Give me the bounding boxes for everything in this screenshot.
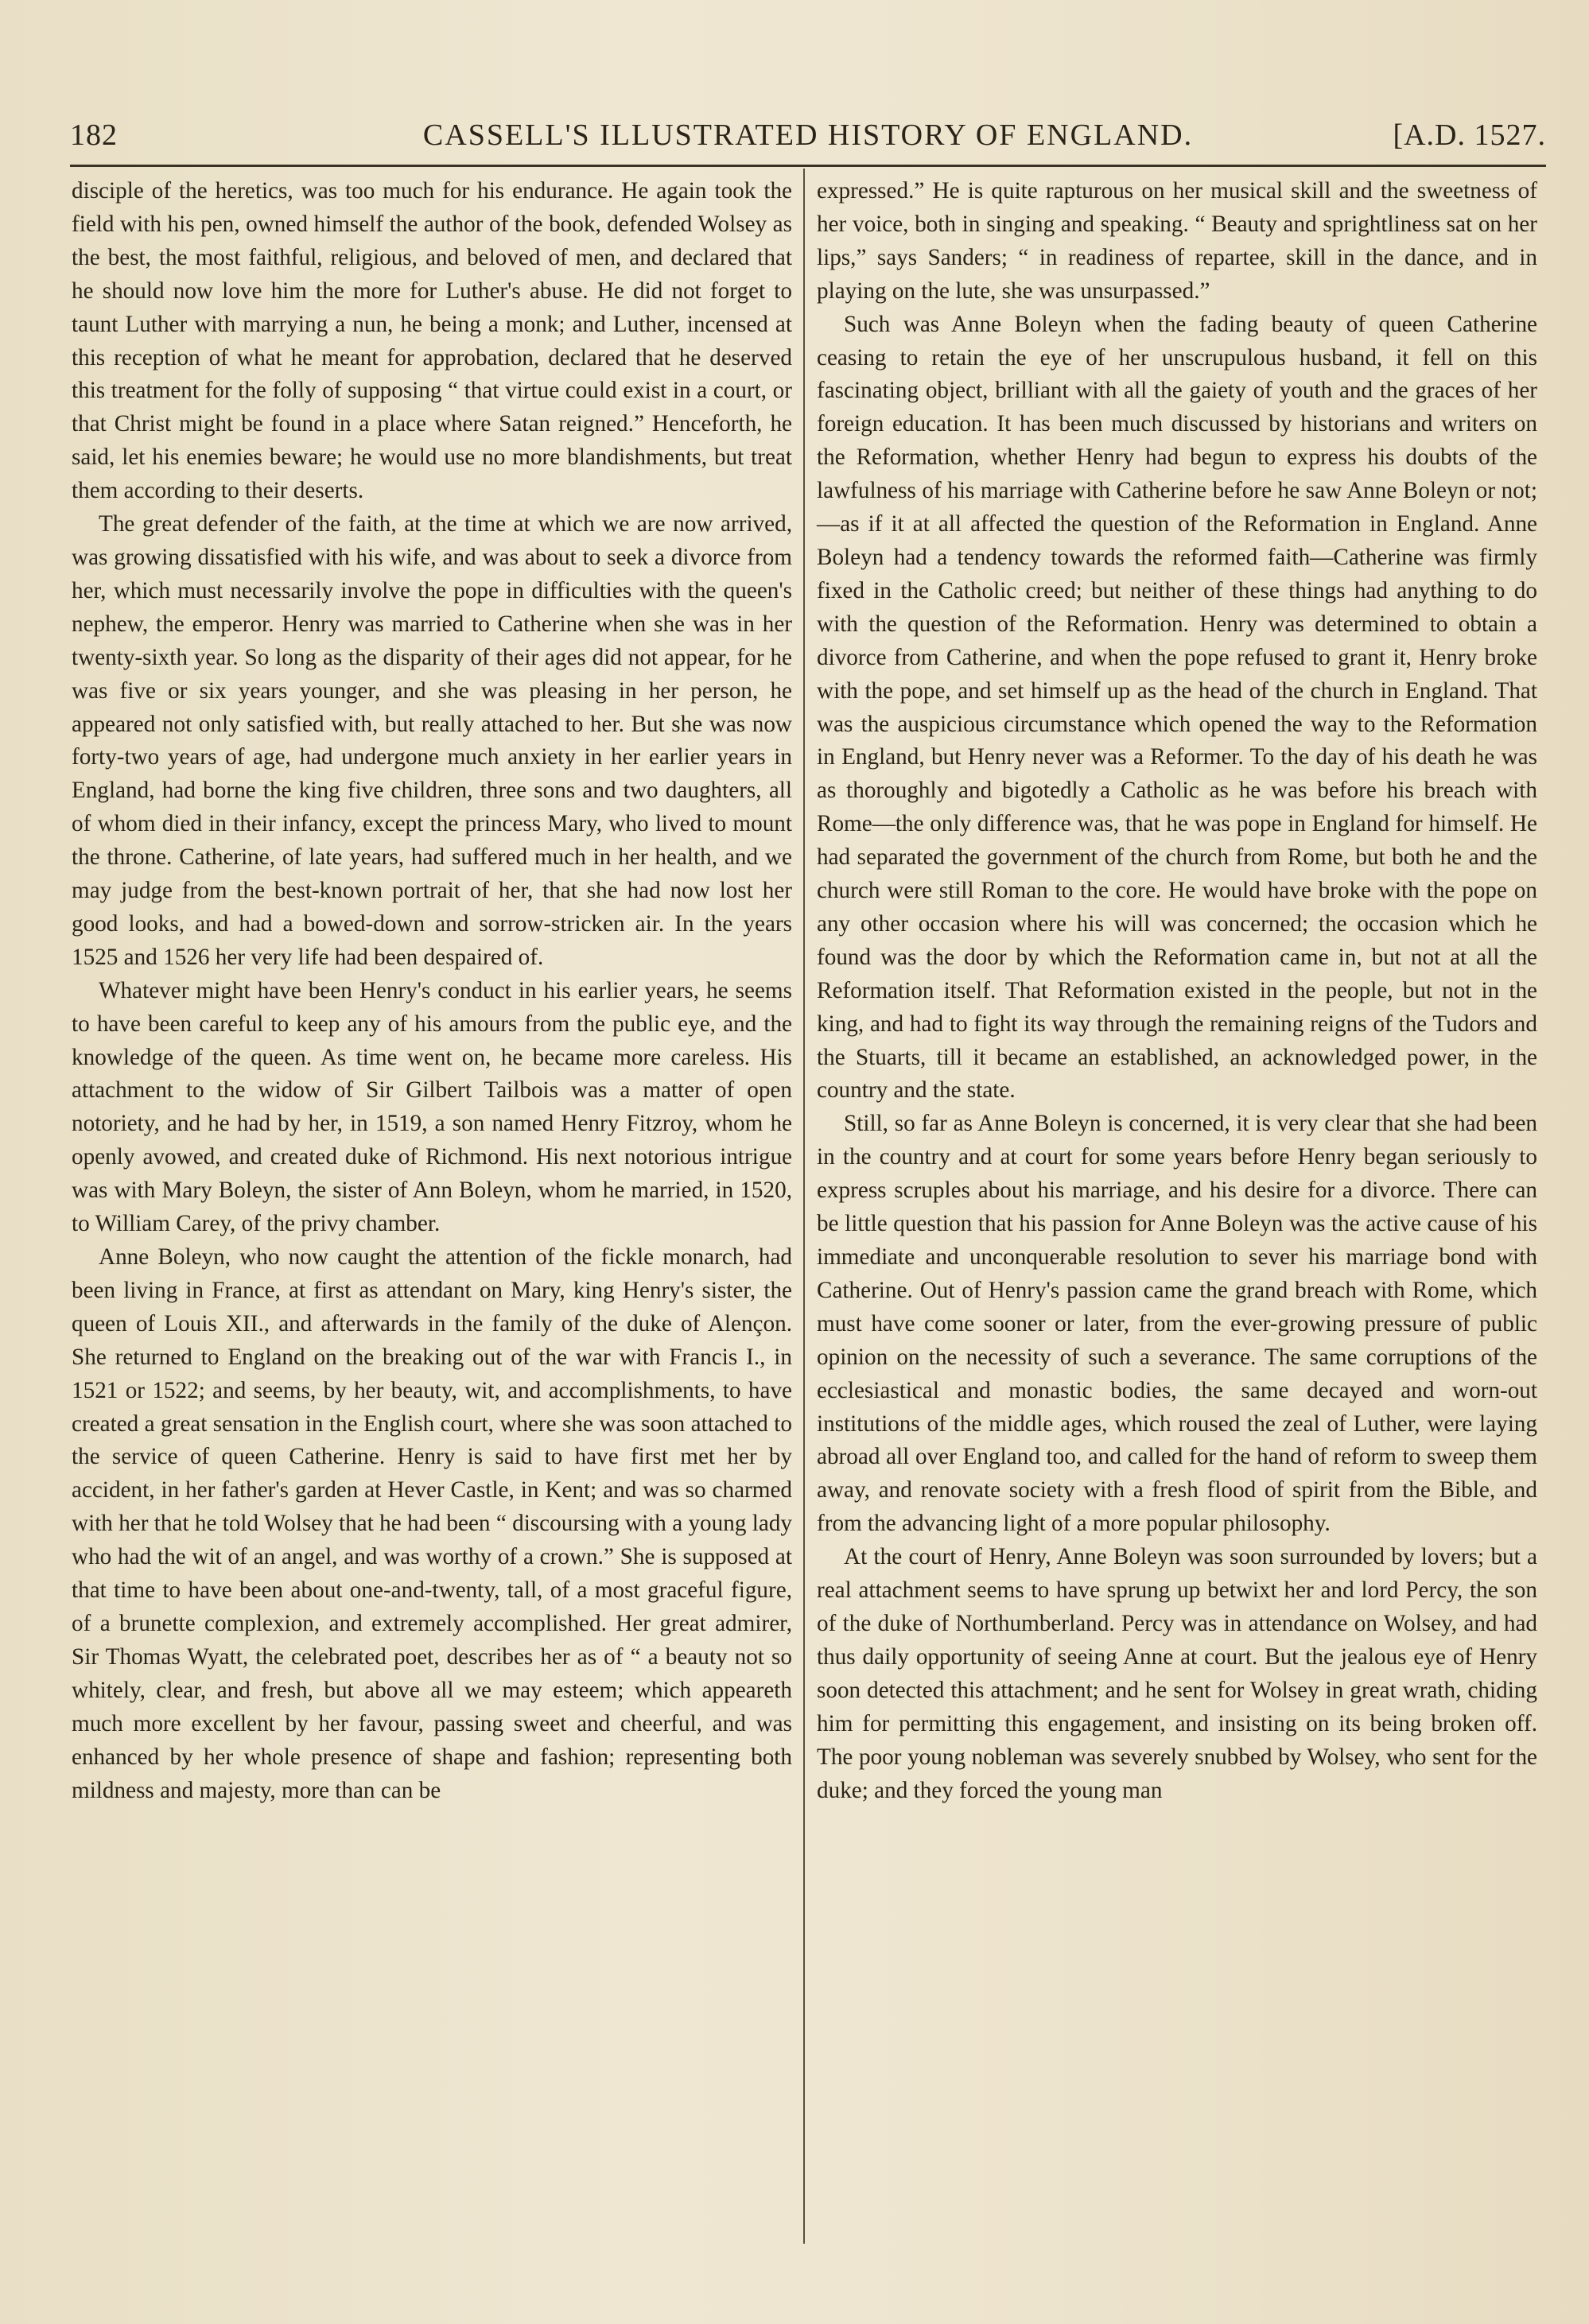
- paragraph: Whatever might have been Henry's conduct in his earlier years, he seems to have been careful to keep any of his amours from the public eye, and the knowledge of the queen. As time went on, he became more careless. His attachment to the widow of Sir Gilbert Tailbois was a matter of open notoriety, and he had by her, in 1519, a son named Henry Fitzroy, whom he openly avowed, and created duke of Richmond. His next notorious intrigue was with Mary Boleyn, the sister of Ann Boleyn, whom he married, in 1520, to William Carey, of the privy chamber.: [72, 977, 792, 1237]
- paragraph: At the court of Henry, Anne Boleyn was soon surrounded by lovers; but a real attachment seems to have sprung up betwixt her and lord Percy, the son of the duke of Northumberland. Percy was in attendance on Wolsey, and had thus daily opportunity of seeing Anne at court. But the jealous eye of Henry soon detected this attachment; and he sent for Wolsey in great wrath, chiding him for permitting this engagement, and insisting on its being broken off. The poor young nobleman was severely snubbed by Wolsey, who sent for the duke; and they forced the young man: [817, 1544, 1537, 1803]
- column-divider: [803, 169, 805, 2244]
- right-column: [817, 175, 1537, 1807]
- paragraph: Such was Anne Boleyn when the fading beauty of queen Catherine ceasing to retain the eye of her unscrupulous husband, it fell on this fascinating object, brilliant with all the gaiety of youth and the graces of her foreign education. It has been much discussed by historians and writers on the Reformation, whether Henry had begun to express his doubts of the lawfulness of his marriage with Catherine before he saw Anne Boleyn or not;—as if it at all affected the question of the Reformation in England. Anne Boleyn had a tendency towards the reformed faith—Catherine was firmly fixed in the Catholic creed; but neither of these things had anything to do with the question of the Reformation. Henry was determined to obtain a divorce from Catherine, and when the pope refused to grant it, Henry broke with the pope, and set himself up as the head of the church in England. That was the auspicious circumstance which opened the way to the Reformation in England, but Henry never was a Reformer. To the day of his death he was as thoroughly and bigotedly a Catholic as he was before his breach with Rome—the only difference was, that he was pope in England for himself. He had separated the government of the church from Rome, but both he and the church were still Roman to the core. He would have broke with the pope on any other occasion where his will was concerned; the occasion which he found was the door by which the Reformation came in, but not at all the Reformation itself. That Reformation existed in the people, but not in the king, and had to fight its way through the remaining reigns of the Tudors and the Stuarts, till it became an established, an acknowledged power, in the country and the state.: [817, 311, 1537, 1104]
- header-rule: [70, 165, 1546, 167]
- running-title: CASSELL'S ILLUSTRATED HISTORY OF ENGLAND.: [422, 118, 1194, 152]
- paragraph: The great defender of the faith, at the time at which we are now arrived, was growing dissatisfied with his wife, and was about to seek a divorce from her, which must necessarily involve the pope in difficulties with the queen's nephew, the emperor. Henry was married to Catherine when she was in her twenty-sixth year. So long as the disparity of their ages did not appear, for he was five or six years younger, and she was pleasing in her person, he appeared not only satisfied with, but really attached to her. But she was now forty-two years of age, had undergone much anxiety in her earlier years in England, had borne the king five children, three sons and two daughters, all of whom died in their infancy, except the princess Mary, who lived to mount the throne. Catherine, of late years, had suffered much in her health, and we may judge from the best-known portrait of her, that she had now lost her good looks, and had a bowed-down and sorrow-stricken air. In the years 1525 and 1526 her very life had been despaired of.: [72, 511, 792, 970]
- paragraph: disciple of the heretics, was too much for his endurance. He again took the field with his pen, owned himself the author of the book, defended Wolsey as the best, the most faithful, religious, and beloved of men, and declared that he should now love him the more for Luther's abuse. He did not forget to taunt Luther with marrying a nun, he being a monk; and Luther, incensed at this reception of what he meant for approbation, declared that he deserved this treatment for the folly of supposing “ that virtue could exist in a court, or that Christ might be found in a place where Satan reigned.” Henceforth, he said, let his enemies beware; he would use no more blandishments, but treat them according to their deserts.: [72, 178, 792, 504]
- page-number: 182: [70, 118, 118, 152]
- left-column: [72, 175, 792, 1807]
- paragraph: Still, so far as Anne Boleyn is concerned, it is very clear that she had been in the country and at court for some years before Henry began seriously to express scruples about his marriage, and his desire for a divorce. There can be little question that his passion for Anne Boleyn was the active cause of his immediate and unconquerable resolution to sever his marriage bond with Catherine. Out of Henry's passion came the grand breach with Rome, which must have come sooner or later, from the ever-growing pressure of public opinion on the necessity of such a severance. The same corruptions of the ecclesiastical and monastic bodies, the same decayed and worn-out institutions of the middle ages, which roused the zeal of Luther, were laying abroad all over England too, and called for the hand of reform to sweep them away, and renovate society with a fresh flood of spirit from the Bible, and from the advancing light of a more popular philosophy.: [817, 1111, 1537, 1537]
- paragraph: Anne Boleyn, who now caught the attention of the fickle monarch, had been living in France, at first as attendant on Mary, king Henry's sister, the queen of Louis XII., and afterwards in the family of the duke of Alençon. She returned to England on the breaking out of the war with Francis I., in 1521 or 1522; and seems, by her beauty, wit, and accomplishments, to have created a great sensation in the English court, where she was soon attached to the service of queen Catherine. Henry is said to have first met her by accident, in her father's garden at Hever Castle, in Kent; and was so charmed with her that he told Wolsey that he had been “ discoursing with a young lady who had the wit of an angel, and was worthy of a crown.” She is supposed at that time to have been about one-and-twenty, tall, of a most graceful figure, of a brunette complexion, and extremely accomplished. Her great admirer, Sir Thomas Wyatt, the celebrated poet, describes her as of “ a beauty not so whitely, clear, and fresh, but above all we may esteem; which appeareth much more excellent by her favour, passing sweet and cheerful, and was enhanced by her whole presence of shape and fashion; representing both mildness and majesty, more than can be: [72, 1244, 792, 1803]
- header-date: [A.D. 1527.: [1393, 118, 1546, 152]
- paragraph: expressed.” He is quite rapturous on her musical skill and the sweetness of her voice, both in singing and speaking. “ Beauty and sprightliness sat on her lips,” says Sanders; “ in readiness of repartee, skill in the dance, and in playing on the lute, she was unsurpassed.”: [817, 178, 1537, 304]
- page-header: [70, 118, 1546, 165]
